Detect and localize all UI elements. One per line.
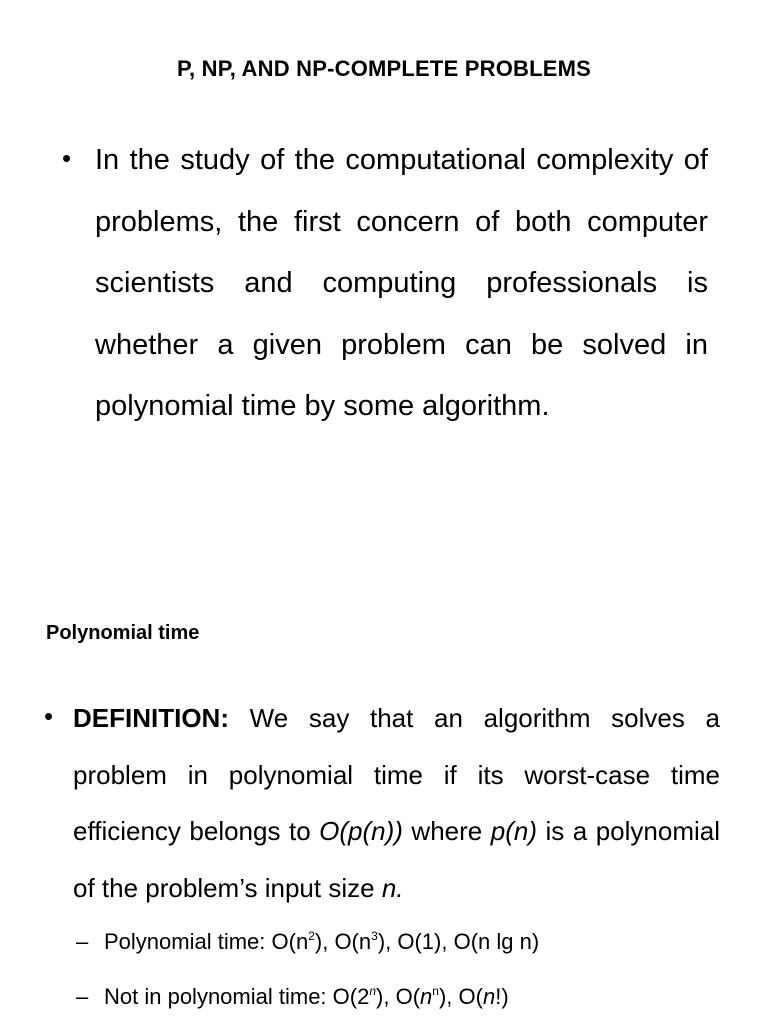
intro-bullet [62, 130, 708, 438]
expr-part: !) [495, 984, 509, 1009]
definition-text-3: is a polynomial of the problem’s input size [73, 816, 721, 903]
definition-paragraph [73, 690, 720, 916]
expr-part: ), O(1), O(n lg n) [377, 929, 540, 954]
expr-part: O(n [271, 929, 309, 954]
exponent: n [369, 984, 377, 998]
dash-marker: – [76, 984, 89, 1009]
section-heading: Polynomial time [46, 622, 200, 644]
dash-marker: – [76, 929, 89, 954]
example-label: Not in polynomial time: [104, 984, 333, 1009]
bullet-marker: • [44, 701, 54, 731]
expr-part: n [482, 984, 496, 1009]
exponent: 2 [308, 929, 315, 943]
example-text [104, 918, 539, 966]
intro-paragraph: In the study of the computational complexity of problems, the first concern of both computer scientists and computing professionals is whether a given problem can be solved in polynomial time by some algorithm. [95, 144, 708, 422]
examples-list [76, 918, 736, 1028]
definition-label: DEFINITION: [73, 703, 229, 733]
definition-expr-1: O(p(n)) [319, 816, 403, 846]
example-text [104, 973, 509, 1021]
expr-part: O(2 [332, 984, 370, 1009]
page-title: P, NP, AND NP-COMPLETE PROBLEMS [176, 56, 592, 81]
example-non-polynomial [76, 973, 736, 1028]
definition-text-1: We say that an algorithm solves a problem in polynomial time if its worst-case time efficiency belongs to [73, 703, 720, 846]
expr-part: ), O( [438, 984, 483, 1009]
definition-expr-2: p(n) [490, 816, 537, 846]
expr-part: ), O(n [314, 929, 372, 954]
exponent: 3 [371, 929, 378, 943]
definition-bullet [44, 690, 720, 916]
definition-expr-3: n. [381, 872, 404, 903]
definition-text-2: where [402, 816, 491, 846]
example-label: Polynomial time: [104, 929, 272, 954]
exponent: n [432, 984, 439, 998]
bullet-marker: • [62, 143, 72, 173]
example-polynomial [76, 918, 736, 973]
expr-part: n [420, 984, 433, 1009]
expr-part: ), O( [376, 984, 421, 1009]
